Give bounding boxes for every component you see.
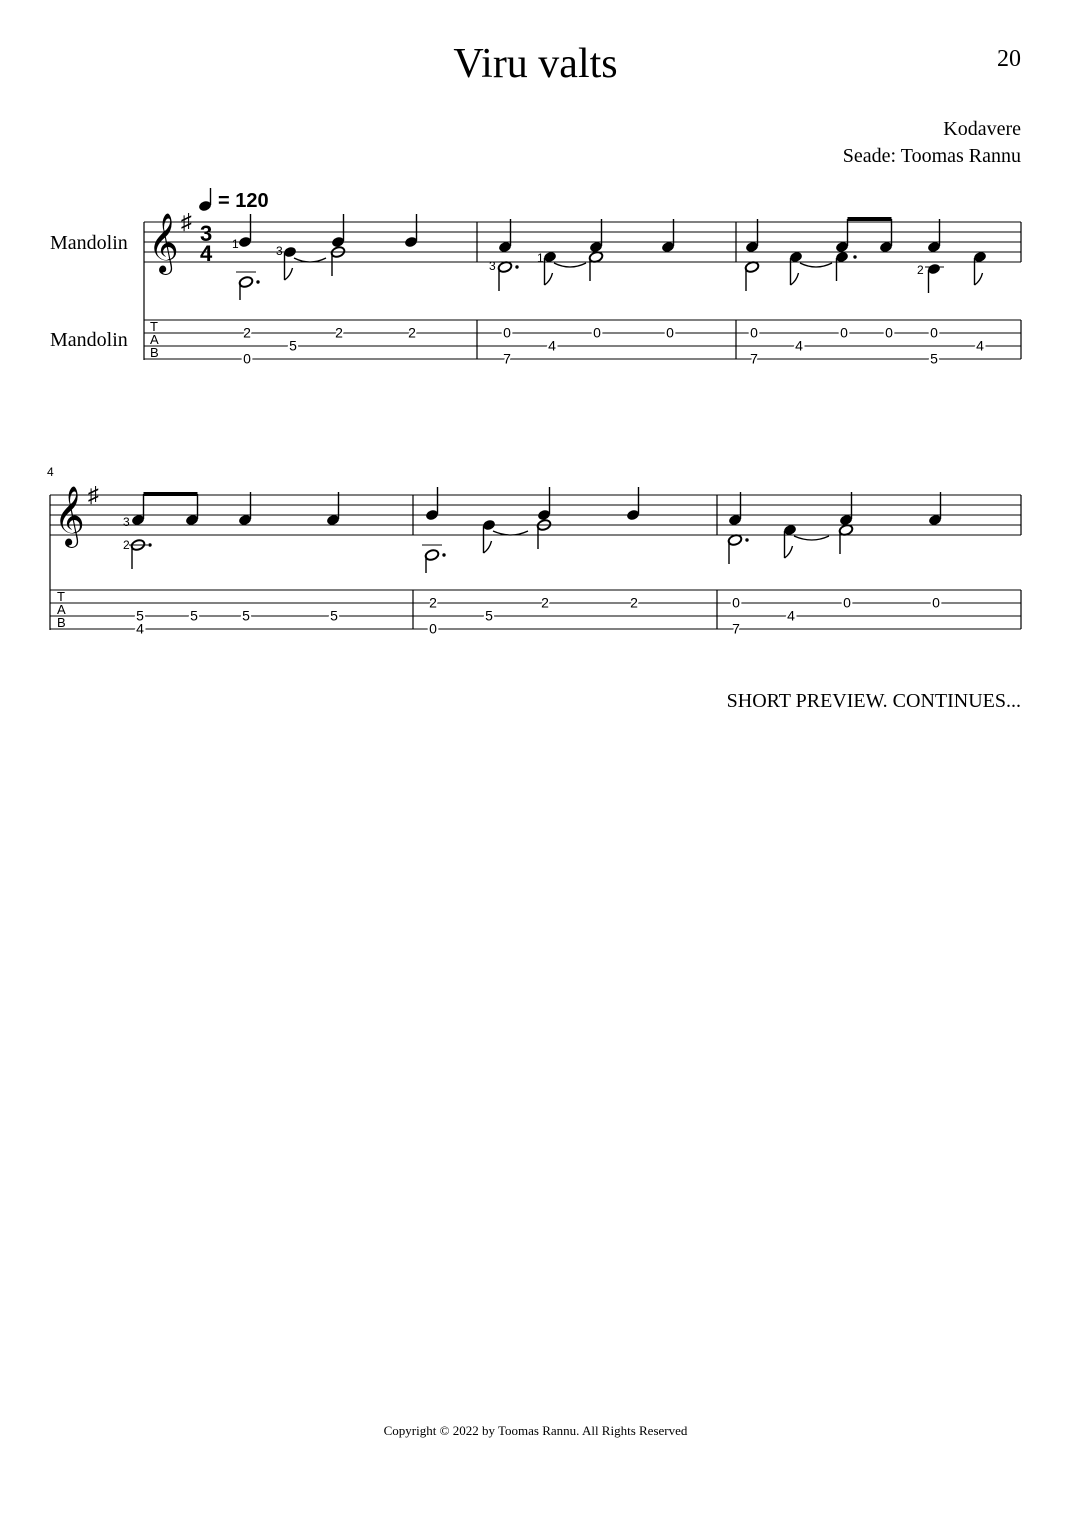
tab-fret-number: 5 xyxy=(289,337,297,354)
measure-4-notes xyxy=(123,492,340,569)
tab-clef-a: A xyxy=(150,332,159,347)
tab-fret-number: 0 xyxy=(243,350,251,367)
tempo-text: = 120 xyxy=(218,190,269,212)
staff-instrument-label: Mandolin xyxy=(50,232,128,254)
tab-fret-number: 4 xyxy=(976,337,984,354)
fingering: 2 xyxy=(917,263,924,277)
time-signature-top: 3 xyxy=(200,221,213,246)
fingering: 3 xyxy=(123,515,130,529)
tempo-marking xyxy=(198,188,269,212)
tab-fret-number: 2 xyxy=(429,594,437,611)
copyright-notice: Copyright © 2022 by Toomas Rannu. All Rights Reserved xyxy=(383,1423,688,1438)
tab-clef-t: T xyxy=(150,319,158,334)
tab-clef-b: B xyxy=(57,615,66,630)
tab-clef-b: B xyxy=(150,345,159,360)
song-title: Viru valts xyxy=(453,41,618,87)
fingering: 3 xyxy=(489,259,496,273)
origin-credit: Kodavere xyxy=(943,118,1021,140)
tab-fret-number: 2 xyxy=(541,594,549,611)
tab-fret-number: 5 xyxy=(242,607,250,624)
tab-fret-number: 2 xyxy=(243,324,251,341)
tab-fret-number: 4 xyxy=(787,607,795,624)
tab-fret-number: 5 xyxy=(136,607,144,624)
fingering: 2 xyxy=(123,538,130,552)
preview-notice: SHORT PREVIEW. CONTINUES... xyxy=(726,690,1021,712)
measure-1-notes xyxy=(232,214,418,300)
treble-clef-icon: 𝄞 xyxy=(54,487,85,545)
tab-fret-number: 0 xyxy=(732,594,740,611)
tab-fret-number: 7 xyxy=(503,350,511,367)
measure-2-notes xyxy=(489,219,675,291)
fingering: 1 xyxy=(537,251,544,265)
tab-fret-number: 2 xyxy=(335,324,343,341)
tab-fret-number: 0 xyxy=(843,594,851,611)
tab-fret-number: 7 xyxy=(750,350,758,367)
tab-fret-number: 5 xyxy=(330,607,338,624)
tab-fret-number: 0 xyxy=(593,324,601,341)
tab-fret-number: 0 xyxy=(750,324,758,341)
tab-fret-number: 0 xyxy=(930,324,938,341)
tab-clef-t: T xyxy=(57,589,65,604)
tab-clef xyxy=(150,319,159,360)
tab-fret-number: 7 xyxy=(732,620,740,637)
time-signature-bottom: 4 xyxy=(200,241,213,266)
measure-5-notes xyxy=(422,487,640,573)
treble-clef-icon: 𝄞 xyxy=(148,214,179,272)
music-score xyxy=(0,0,1071,700)
system-2 xyxy=(47,465,1021,637)
tab-fret-number: 5 xyxy=(930,350,938,367)
page-number: 20 xyxy=(997,46,1021,72)
fingering: 1 xyxy=(232,237,239,251)
tab-fret-number: 4 xyxy=(548,337,556,354)
tab-fret-number: 0 xyxy=(932,594,940,611)
tab-fret-number: 0 xyxy=(429,620,437,637)
key-signature-sharp-icon: ♯ xyxy=(88,482,99,507)
tab-fret-number: 0 xyxy=(503,324,511,341)
measure-6-notes xyxy=(727,492,942,564)
fingering: 3 xyxy=(276,244,283,258)
tab-fret-number: 2 xyxy=(630,594,638,611)
standard-staff xyxy=(50,495,1021,535)
system-1 xyxy=(144,188,1021,367)
tab-instrument-label: Mandolin xyxy=(50,329,128,351)
arranger-credit: Seade: Toomas Rannu xyxy=(842,145,1021,167)
measure-3-notes xyxy=(744,217,987,293)
tab-fret-number: 0 xyxy=(666,324,674,341)
tab-fret-number: 5 xyxy=(485,607,493,624)
key-signature-sharp-icon: ♯ xyxy=(181,209,192,234)
tab-barlines xyxy=(477,320,1021,359)
tab-barlines xyxy=(413,590,1021,629)
tab-fret-number: 5 xyxy=(190,607,198,624)
tab-fret-number: 2 xyxy=(408,324,416,341)
tab-clef xyxy=(57,589,66,630)
tab-clef-a: A xyxy=(57,602,66,617)
tab-fret-number: 0 xyxy=(885,324,893,341)
measure-number: 4 xyxy=(47,465,54,479)
tab-fret-number: 4 xyxy=(795,337,803,354)
tab-fret-number: 0 xyxy=(840,324,848,341)
tab-fret-number: 4 xyxy=(136,620,144,637)
